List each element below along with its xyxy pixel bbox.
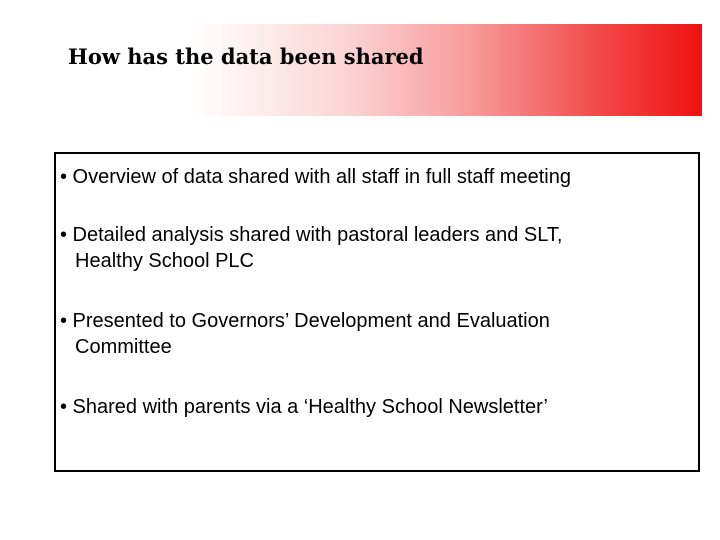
- bullet-2-line-1: • Detailed analysis shared with pastoral leaders and SLT,: [60, 224, 563, 246]
- bullet-4-line-1: • Shared with parents via a ‘Healthy School Newsletter’: [60, 396, 548, 418]
- bullet-3-line-2: Committee: [75, 336, 172, 358]
- slide-title: How has the data been shared: [68, 44, 424, 69]
- bullet-item-3: [60, 308, 690, 360]
- bullet-2-line-2: Healthy School PLC: [75, 250, 254, 272]
- bullet-3-line-1: • Presented to Governors’ Development and Evaluation: [60, 310, 550, 332]
- bullet-item-1: [60, 164, 690, 190]
- title-banner: [48, 24, 702, 116]
- bullet-item-2: [60, 222, 690, 274]
- bullet-item-4: [60, 394, 690, 420]
- bullet-1-line-1: • Overview of data shared with all staff in full staff meeting: [60, 166, 571, 188]
